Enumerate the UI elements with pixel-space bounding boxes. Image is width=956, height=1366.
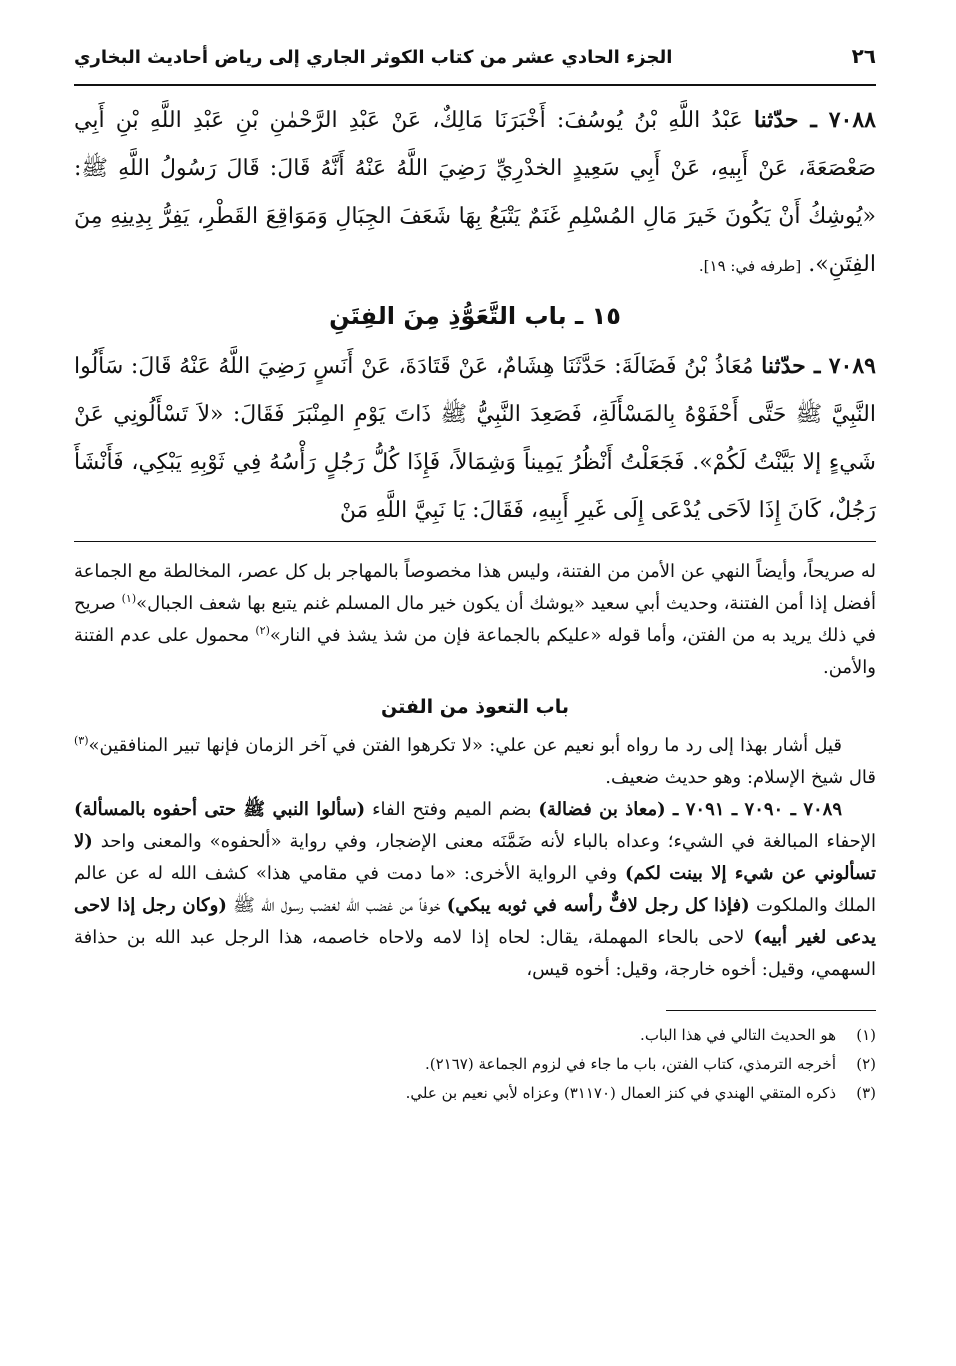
commentary-bold: (فإذا كل رجل لافٌّ رأسه في ثوبه يبكي) [446,895,750,916]
footnote-marker[interactable]: (٣) [74,734,89,747]
hadith-number: ٧٠٨٩ ـ حدّثنا [761,353,876,379]
footnote-divider [666,1010,876,1011]
footnotes [74,1021,876,1108]
running-title: الجزء الحادي عشر من كتاب الكوثر الجاري إلى رياض أحاديث البخاري [74,47,673,68]
footnote [74,1021,876,1050]
text-divider [74,541,876,542]
commentary-text: لاحى بالحاء المهملة، يقال: لحاه إذا لامه ولاحاه خاصمه، هذا الرجل عبد الله بن حذافة السهمي، وقيل: أخوه خارجة، وقيل: أخوه قيس، [74,927,876,980]
footnote [74,1079,876,1108]
commentary-bold: (لا تسألوني عن شيء إلا بينت لكم) [74,831,876,884]
commentary-text: قيل أشار بهذا إلى رد ما رواه أبو نعيم عن علي: «لا تكرهوا الفتن في آخر الزمان فإنها تبير المنافقين» [88,735,842,756]
hadith-7089 [74,342,876,535]
footnote-number: (٢) [856,1055,876,1073]
document-page [74,44,876,1108]
commentary-text: وفي الرواية الأخرى: «ما دمت في مقامي هذا» كشف الله له عن عالم الملك والملكوت [74,863,876,916]
footnote [74,1050,876,1079]
footnote-text: هو الحديث التالي في هذا الباب. [640,1026,836,1044]
commentary-block [74,556,876,986]
commentary-text: محمول على عدم الفتنة والأمن. [74,625,876,678]
commentary-text: خوفاً من غضب الله لغضب رسول الله ﷺ [226,895,447,916]
hadith-body: مُعَاذُ بْنُ فَضَالَةَ: حَدَّثَنَا هِشَامٌ، عَنْ قَتَادَةَ، عَنْ أَنَسٍ رَضِيَ اللَّهُ عَنْهُ قَالَ: سَأَلُوا النَّبِيَّ ﷺ حَتَّى أَحْفَوْهُ بِالمَسْأَلَةِ، فَصَعِدَ النَّبِيُّ ﷺ ذَاتَ يَوْمِ المِنْبَرَ فَقَالَ: «لاَ تَسْأَلُونِي عَنْ شَيءٍ إلا بَيَّنْتُ لَكُمْ». فَجَعَلْتُ أَنْظُرُ يَمِيناً وَشِمَالاً، فَإِذَا كُلُّ رَجُلٍ رَأْسُهُ فِي ثَوْبِهِ يَبْكِي، فَأَنْشَأَ رَجُلٌ، كَانَ إِذَا لاَحَى يُدْعَى إِلَى غَيرِ أَبِيهِ، فَقَالَ: يَا نَبِيَّ اللَّهِ مَنْ [74,354,876,523]
commentary-bold: ٧٠٨٩ ـ ٧٠٩٠ ـ ٧٠٩١ ـ (معاذ بن فضالة) [538,799,843,820]
page-number: ٢٦ [851,44,876,68]
page-header [74,44,876,86]
commentary-text: صريح في ذلك يريد به من الفتن، وأما قوله «عليكم بالجماعة فإن من شذ يشذ في النار» [74,593,876,646]
section-title: باب التعوذ من الفتن [380,696,570,718]
footnote-marker[interactable]: (١) [121,592,137,605]
commentary-text: قال شيخ الإسلام: وهو حديث ضعيف. [605,767,876,788]
commentary-bold: (وكان رجل إذا لاحى يدعى لغير أبيه) [74,895,877,948]
commentary-text: الإحفاء المبالغة في الشيء؛ وعداه بالباء لأنه ضَمَّنَه معنى الإضجار، وفي رواية «ألحفوه» والمعنى واحد [92,831,876,852]
commentary-text: له صريحاً، وأيضاً النهي عن الأمن من الفتنة، وليس هذا مخصوصاً بالمهاجر بل كل عصر، المخالطة مع الجماعة أفضل إذا أمن الفتنة، وحديث أبي سعيد «يوشك أن يكون خير مال المسلم غنم يتبع بها شعف الجبال» [74,561,876,614]
footnote-number: (١) [856,1026,876,1044]
footnote-text: ذكره المتقي الهندي في كنز العمال (٣١١٧٠) وعزاه لأبي نعيم بن علي. [405,1084,836,1102]
hadith-7088 [74,96,876,290]
commentary-paragraph [74,794,876,986]
commentary-paragraph [74,556,876,684]
commentary-paragraph [74,730,876,794]
hadith-number: ٧٠٨٨ ـ حدّثنا [753,107,876,133]
chapter-title: ١٥ ـ باب التَّعَوُّذِ مِنَ الفِتَنِ [329,302,621,330]
commentary-text: بضم الميم وفتح الفاء [365,799,539,820]
commentary-bold: (سألوا النبي ﷺ حتى أحفوه بالمسألة) [74,799,366,820]
footnote-text: أخرجه الترمذي، كتاب الفتن، باب ما جاء في لزوم الجماعة (٢١٦٧). [425,1055,836,1073]
footnote-marker[interactable]: (٢) [255,624,270,637]
hadith-text-block [74,96,876,535]
hadith-body: عَبْدُ اللَّهِ بْنُ يُوسُفَ: أَخْبَرَنَا مَالِكٌ، عَنْ عَبْدِ الرَّحْمٰنِ بْنِ عَبْدِ اللَّهِ بْنِ أَبِي صَعْصَعَةَ، عَنْ أَبِيهِ، عَنْ أَبِي سَعِيدٍ الخدْرِيِّ رَضِيَ اللَّهُ عَنْهُ أَنَّهُ قَالَ: قَالَ رَسُولُ اللَّهِ ﷺ: «يُوشِكُ أَنْ يَكُونَ خَيرَ مَالِ المُسْلِمِ غَنَمٌ يَتْبَعُ بِهَا شَعَفَ الجِبَالِ وَمَوَاقِعَ القَطْرِ، يَفِرُّ بِدِينِهِ مِنَ الفِتَنِ». [74,108,876,277]
cross-reference: [طرفه في: ١٩]. [698,257,802,275]
footnote-number: (٣) [856,1084,876,1102]
